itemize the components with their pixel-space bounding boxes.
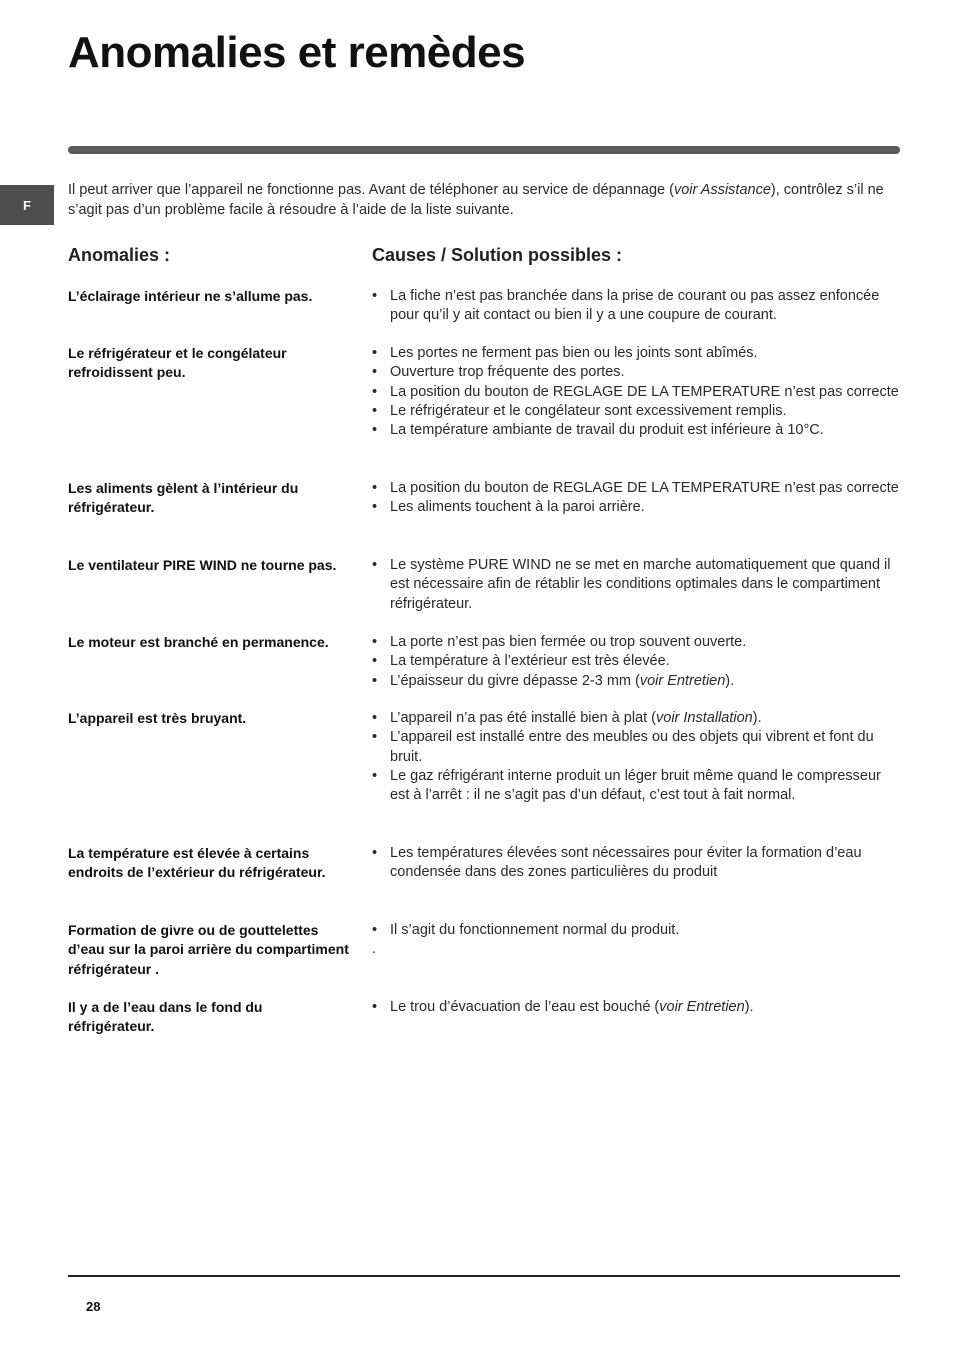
cause-list (372, 998, 900, 1017)
language-tab: F (0, 185, 54, 225)
cause-item (372, 479, 900, 498)
cause-text: La fiche n’est pas branchée dans la prise de courant ou pas assez enfoncée pour qu’il y ait contact ou bien il y a une coupure de courant. (390, 288, 880, 324)
anomaly-label: L’éclairage intérieur ne s’allume pas. (68, 288, 313, 304)
cause-item (372, 402, 900, 421)
cause-list (372, 287, 900, 326)
footer-divider (68, 1275, 900, 1277)
cause-text: L’appareil n’a pas été installé bien à plat ( (390, 710, 657, 726)
cause-list (372, 633, 900, 691)
cause-text: La température à l’extérieur est très élevée. (390, 653, 670, 670)
intro-paragraph (68, 181, 898, 220)
cause-item (372, 421, 900, 440)
cause-text: Le système PURE WIND ne se met en marche automatiquement que quand il est nécessaire afin de rétablir les conditions optimales dans le compartiment réfrigérateur. (390, 557, 891, 612)
anomalies-header: Anomalies : (68, 245, 171, 265)
intro-text-before: Il peut arriver que l’appareil ne fonctionne pas. Avant de téléphoner au service de dépannage ( (68, 182, 674, 198)
cause-reference: voir Entretien (639, 672, 726, 689)
cause-text-after: ). (744, 999, 754, 1015)
anomaly-label: Le moteur est branché en permanence. (68, 634, 329, 650)
cause-text: Les portes ne ferment pas bien ou les joints sont abîmés. (390, 345, 758, 361)
cause-reference: voir Entretien (659, 999, 745, 1015)
cause-text-after: ). (752, 710, 762, 726)
cause-text: La position du bouton de REGLAGE DE LA TEMPERATURE n’est pas correcte (390, 383, 899, 400)
cause-item (372, 672, 900, 691)
cause-item (372, 728, 900, 767)
cause-list (372, 921, 900, 940)
anomaly-label: Le réfrigérateur et le congélateur refroidissent peu. (68, 345, 287, 381)
causes-header: Causes / Solution possibles : (372, 245, 623, 265)
cause-item (372, 556, 900, 614)
title-divider (68, 146, 900, 154)
cause-list (372, 709, 900, 805)
cause-text: Le trou d’évacuation de l’eau est bouché ( (390, 999, 660, 1015)
cause-item (372, 383, 900, 402)
cause-item (372, 998, 900, 1017)
cause-list (372, 844, 900, 883)
cause-item (372, 844, 900, 883)
cause-text: La porte n’est pas bien fermée ou trop souvent ouverte. (390, 634, 747, 650)
stray-period: . (372, 941, 377, 957)
anomaly-label: Le ventilateur PIRE WIND ne tourne pas. (68, 557, 337, 573)
anomaly-label: L’appareil est très bruyant. (68, 710, 247, 726)
anomaly-label: Les aliments gèlent à l’intérieur du réfrigérateur. (68, 480, 299, 516)
cause-item (372, 363, 900, 382)
cause-list (372, 344, 900, 440)
cause-item (372, 344, 900, 363)
cause-item (372, 652, 900, 671)
cause-text: Les aliments touchent à la paroi arrière. (390, 499, 645, 516)
cause-text: La position du bouton de REGLAGE DE LA TEMPERATURE n’est pas correcte (390, 480, 899, 496)
cause-item (372, 287, 900, 326)
cause-item (372, 633, 900, 652)
intro-text-after: ), contrôlez s’il ne s’agit pas d’un problème facile à résoudre à l’aide de la liste suivante. (68, 182, 884, 218)
cause-list (372, 556, 900, 614)
cause-text: L’appareil est installé entre des meubles ou des objets qui vibrent et font du bruit. (390, 729, 874, 765)
cause-text-after: ). (725, 672, 735, 689)
cause-text: Le réfrigérateur et le congélateur sont excessivement remplis. (390, 402, 787, 419)
cause-item (372, 767, 900, 806)
anomaly-label: Formation de givre ou de gouttelettes d’eau sur la paroi arrière du compartiment réfrigérateur . (68, 922, 349, 977)
cause-item (372, 709, 900, 728)
cause-item (372, 921, 900, 940)
cause-item (372, 498, 900, 517)
cause-text: La température ambiante de travail du produit est inférieure à 10°C. (390, 422, 824, 439)
cause-text: Il s’agit du fonctionnement normal du produit. (390, 922, 680, 938)
cause-text: Ouverture trop fréquente des portes. (390, 364, 625, 381)
cause-text: Le gaz réfrigérant interne produit un léger bruit même quand le compresseur est à l’arrêt : il ne s’agit pas d’un défaut, c’est tout à fait normal. (390, 767, 881, 804)
cause-reference: voir Installation (656, 710, 753, 726)
anomaly-label: Il y a de l’eau dans le fond du réfrigérateur. (68, 999, 263, 1035)
page-number: 28 (86, 1299, 101, 1314)
cause-list (372, 479, 900, 518)
cause-text: Les températures élevées sont nécessaires pour éviter la formation d’eau condensée dans des zones particulières du produit (390, 845, 862, 881)
anomaly-label: La température est élevée à certains endroits de l’extérieur du réfrigérateur. (68, 845, 326, 881)
page-title: Anomalies et remèdes (68, 28, 526, 77)
intro-link-assistance: voir Assistance (673, 182, 771, 198)
cause-text: L’épaisseur du givre dépasse 2-3 mm ( (390, 672, 640, 689)
